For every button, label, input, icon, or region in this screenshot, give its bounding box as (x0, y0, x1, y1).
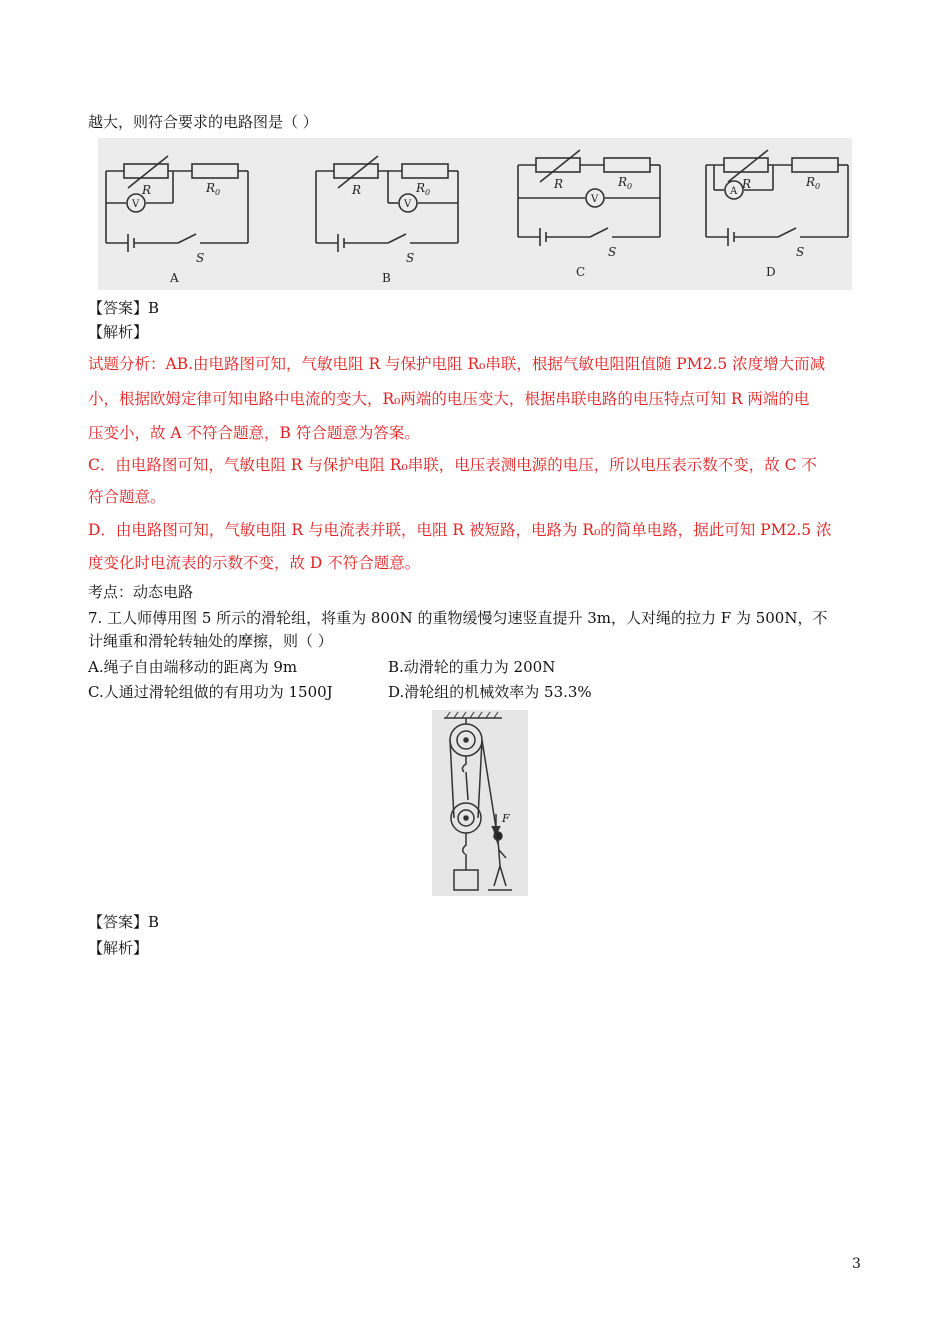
pulley-diagram (432, 710, 528, 896)
q7-option-a: A.绳子自由端移动的距离为 9m (88, 658, 298, 676)
switch-a: S (196, 251, 205, 265)
circuit-b (316, 156, 458, 252)
q6-analysis-line-6: D．由电路图可知，气敏电阻 R 与电流表并联，电阻 R 被短路，电路为 R₀的简单电路，据此可知 PM2.5 浓 (88, 521, 832, 539)
letter-c: C (576, 265, 586, 279)
meter-c: V (591, 194, 599, 205)
label-r0-b: $R_0$ (416, 181, 431, 197)
switch-d: S (796, 245, 805, 259)
letter-d: D (766, 265, 776, 279)
q6-analysis-line-3: 压变小，故 A 不符合题意，B 符合题意为答案。 (88, 424, 420, 442)
q6-analysis-line-7: 度变化时电流表的示数不变，故 D 不符合题意。 (88, 554, 421, 572)
circuit-a (106, 156, 248, 252)
circuit-diagrams (98, 138, 852, 290)
label-r-b: R (352, 183, 362, 197)
letter-b: B (382, 271, 391, 285)
pulley-figure (432, 710, 528, 896)
q7-analysis-title: 【解析】 (88, 939, 149, 957)
meter-b: V (404, 199, 412, 210)
q7-stem-line-2: 计绳重和滑轮转轴处的摩擦，则（ ） (88, 632, 333, 650)
meter-a: V (132, 199, 140, 210)
q7-option-d: D.滑轮组的机械效率为 53.3% (388, 683, 592, 701)
circuit-figure (98, 138, 852, 290)
q6-analysis-line-2: 小，根据欧姆定律可知电路中电流的变大，R₀两端的电压变大，根据串联电路的电压特点可知 R 两端的电 (88, 390, 810, 408)
q7-option-b: B.动滑轮的重力为 200N (388, 658, 556, 676)
q7-option-c: C.人通过滑轮组做的有用功为 1500J (88, 683, 333, 701)
circuit-c (518, 150, 660, 246)
label-r0-a: $R_0$ (206, 181, 221, 197)
force-label: F (502, 812, 510, 825)
q7-stem-line-1: 7. 工人师傅用图 5 所示的滑轮组，将重为 800N 的重物缓慢匀速竖直提升 3m，人对绳的拉力 F 为 500N，不 (88, 609, 828, 627)
label-r-d: R (742, 177, 752, 191)
label-r0-c: $R_0$ (618, 175, 633, 191)
q7-answer: 【答案】B (88, 913, 160, 931)
q6-keypoint: 考点：动态电路 (88, 583, 194, 601)
label-r0-d: $R_0$ (806, 175, 821, 191)
page-number: 3 (852, 1256, 861, 1272)
q6-answer: 【答案】B (88, 299, 160, 317)
q6-analysis-line-4: C．由电路图可知，气敏电阻 R 与保护电阻 R₀串联，电压表测电源的电压，所以电压表示数不变，故 C 不 (88, 456, 817, 474)
q6-analysis-line-5: 符合题意。 (88, 488, 166, 506)
circuit-d (706, 150, 848, 246)
label-r-c: R (554, 177, 564, 191)
switch-c: S (608, 245, 617, 259)
label-r-a: R (142, 183, 152, 197)
switch-b: S (406, 251, 415, 265)
letter-a: A (170, 271, 179, 285)
meter-d: A (730, 186, 738, 197)
question-6-stem: 越大，则符合要求的电路图是（ ） (88, 113, 318, 131)
q6-analysis-title: 【解析】 (88, 323, 149, 341)
q6-analysis-line-1: 试题分析：AB.由电路图可知，气敏电阻 R 与保护电阻 R₀串联，根据气敏电阻阻值随 PM2.5 浓度增大而减 (88, 355, 826, 373)
